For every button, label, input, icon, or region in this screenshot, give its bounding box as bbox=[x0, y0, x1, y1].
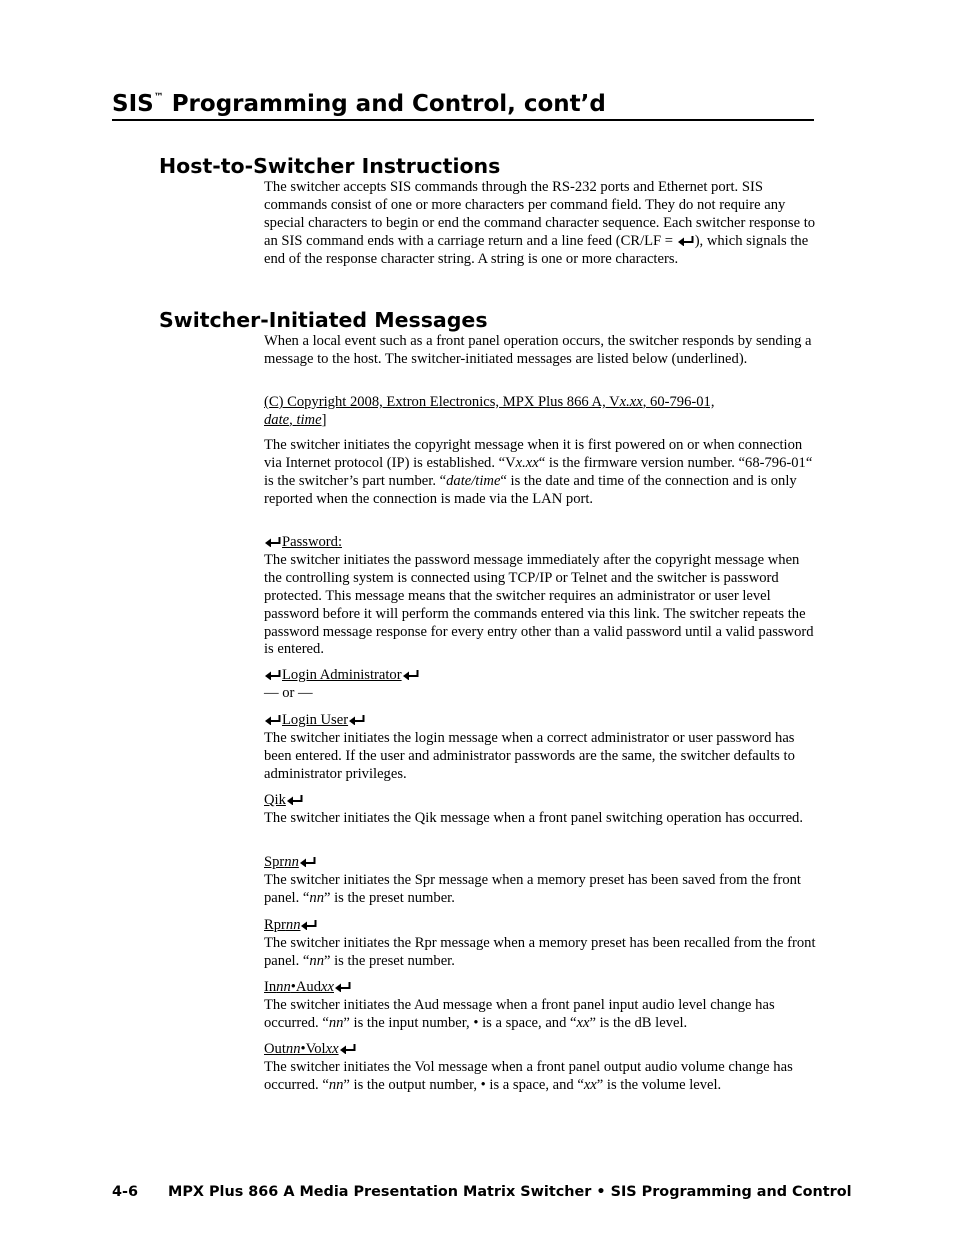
copyright-description: The switcher initiates the copyright message when it is first powered on or when connection via Internet protocol (IP) is established. “Vx.xx“ is the firmware version number. “68-796-01“ is the switcher’s part number. “date/time“ is the date and time of the connection and is only reported when the connection is made via the LAN port. bbox=[264, 437, 813, 507]
login-user-message bbox=[264, 712, 816, 784]
intro-paragraph: When a local event such as a front panel operation occurs, the switcher responds by sending a message to the host. The switcher-initiated messages are listed below (underlined). bbox=[264, 333, 812, 367]
host-instructions-text bbox=[264, 179, 816, 269]
header-title-post: Programming and Control, cont’d bbox=[163, 91, 606, 117]
password-response: Password: bbox=[264, 534, 816, 552]
vol-response: Outnn•Volxx bbox=[264, 1041, 816, 1059]
qik-message bbox=[264, 792, 816, 828]
carriage-return-icon bbox=[264, 536, 282, 547]
copyright-message bbox=[264, 394, 816, 430]
header-title-pre: SIS bbox=[112, 91, 154, 117]
qik-response: Qik bbox=[264, 792, 816, 810]
qik-description: The switcher initiates the Qik message when a front panel switching operation has occurred. bbox=[264, 809, 803, 826]
switcher-intro bbox=[264, 333, 816, 369]
carriage-return-icon bbox=[264, 669, 282, 680]
copyright-response: (C) Copyright 2008, Extron Electronics, MPX Plus 866 A, Vx.xx, 60-796-01, date, time] bbox=[264, 394, 715, 428]
carriage-return-icon bbox=[348, 714, 366, 725]
carriage-return-icon bbox=[300, 919, 318, 930]
spr-response: Sprnn bbox=[264, 854, 816, 872]
footer-title: MPX Plus 866 A Media Presentation Matrix Switcher • SIS Programming and Control bbox=[168, 1184, 852, 1200]
password-description: The switcher initiates the password message immediately after the copyright message when the controlling system is connected using TCP/IP or Telnet and the switcher is password protected. This message means that the switcher requires an administrator or user level password before it will perform the commands entered via this link. The switcher repeats the password message response for every entry other than a valid password until a valid password is entered. bbox=[264, 551, 814, 658]
host-paragraph: The switcher accepts SIS commands through the RS-232 ports and Ethernet port. SIS commands consist of one or more characters per command field. They do not require any special characters to begin or end the command character sequence. Each switcher response to an SIS command ends with a carriage return and a line feed (CR/LF = ), which signals the end of the response character string. A string is one or more characters. bbox=[264, 179, 816, 267]
section-heading-switcher: Switcher-Initiated Messages bbox=[159, 308, 488, 332]
rpr-response: Rprnn bbox=[264, 917, 816, 935]
carriage-return-icon bbox=[286, 794, 304, 805]
rpr-description: The switcher initiates the Rpr message when a memory preset has been recalled from the front panel. “nn” is the preset number. bbox=[264, 934, 816, 969]
page-footer bbox=[112, 1184, 852, 1200]
login-admin-message bbox=[264, 667, 816, 703]
carriage-return-icon bbox=[677, 235, 695, 246]
vol-description: The switcher initiates the Vol message when a front panel output audio volume change has occurred. “nn” is the output number, • is a space, and “xx” is the volume level. bbox=[264, 1058, 793, 1093]
carriage-return-icon bbox=[264, 714, 282, 725]
page-header bbox=[112, 84, 814, 121]
carriage-return-icon bbox=[299, 856, 317, 867]
spr-message bbox=[264, 854, 816, 908]
login-admin-response: Login Administrator bbox=[264, 667, 816, 685]
section-heading-host: Host-to-Switcher Instructions bbox=[159, 154, 501, 178]
vol-message bbox=[264, 1041, 816, 1095]
carriage-return-icon bbox=[339, 1043, 357, 1054]
login-description: The switcher initiates the login message when a correct administrator or user password has been entered. If the user and administrator passwords are the same, the switcher defaults to administrator privileges. bbox=[264, 729, 795, 782]
carriage-return-icon bbox=[402, 669, 420, 680]
rpr-message bbox=[264, 917, 816, 971]
aud-message bbox=[264, 979, 816, 1033]
page-number: 4-6 bbox=[112, 1184, 138, 1200]
aud-description: The switcher initiates the Aud message when a front panel input audio level change has occurred. “nn” is the input number, • is a space, and “xx” is the dB level. bbox=[264, 996, 775, 1031]
or-separator: — or — bbox=[264, 684, 313, 701]
spr-description: The switcher initiates the Spr message when a memory preset has been saved from the front panel. “nn” is the preset number. bbox=[264, 871, 801, 906]
aud-response: Innn•Audxx bbox=[264, 979, 816, 997]
login-user-response: Login User bbox=[264, 712, 816, 730]
password-message bbox=[264, 534, 816, 659]
carriage-return-icon bbox=[334, 981, 352, 992]
trademark-symbol: ™ bbox=[153, 92, 164, 103]
